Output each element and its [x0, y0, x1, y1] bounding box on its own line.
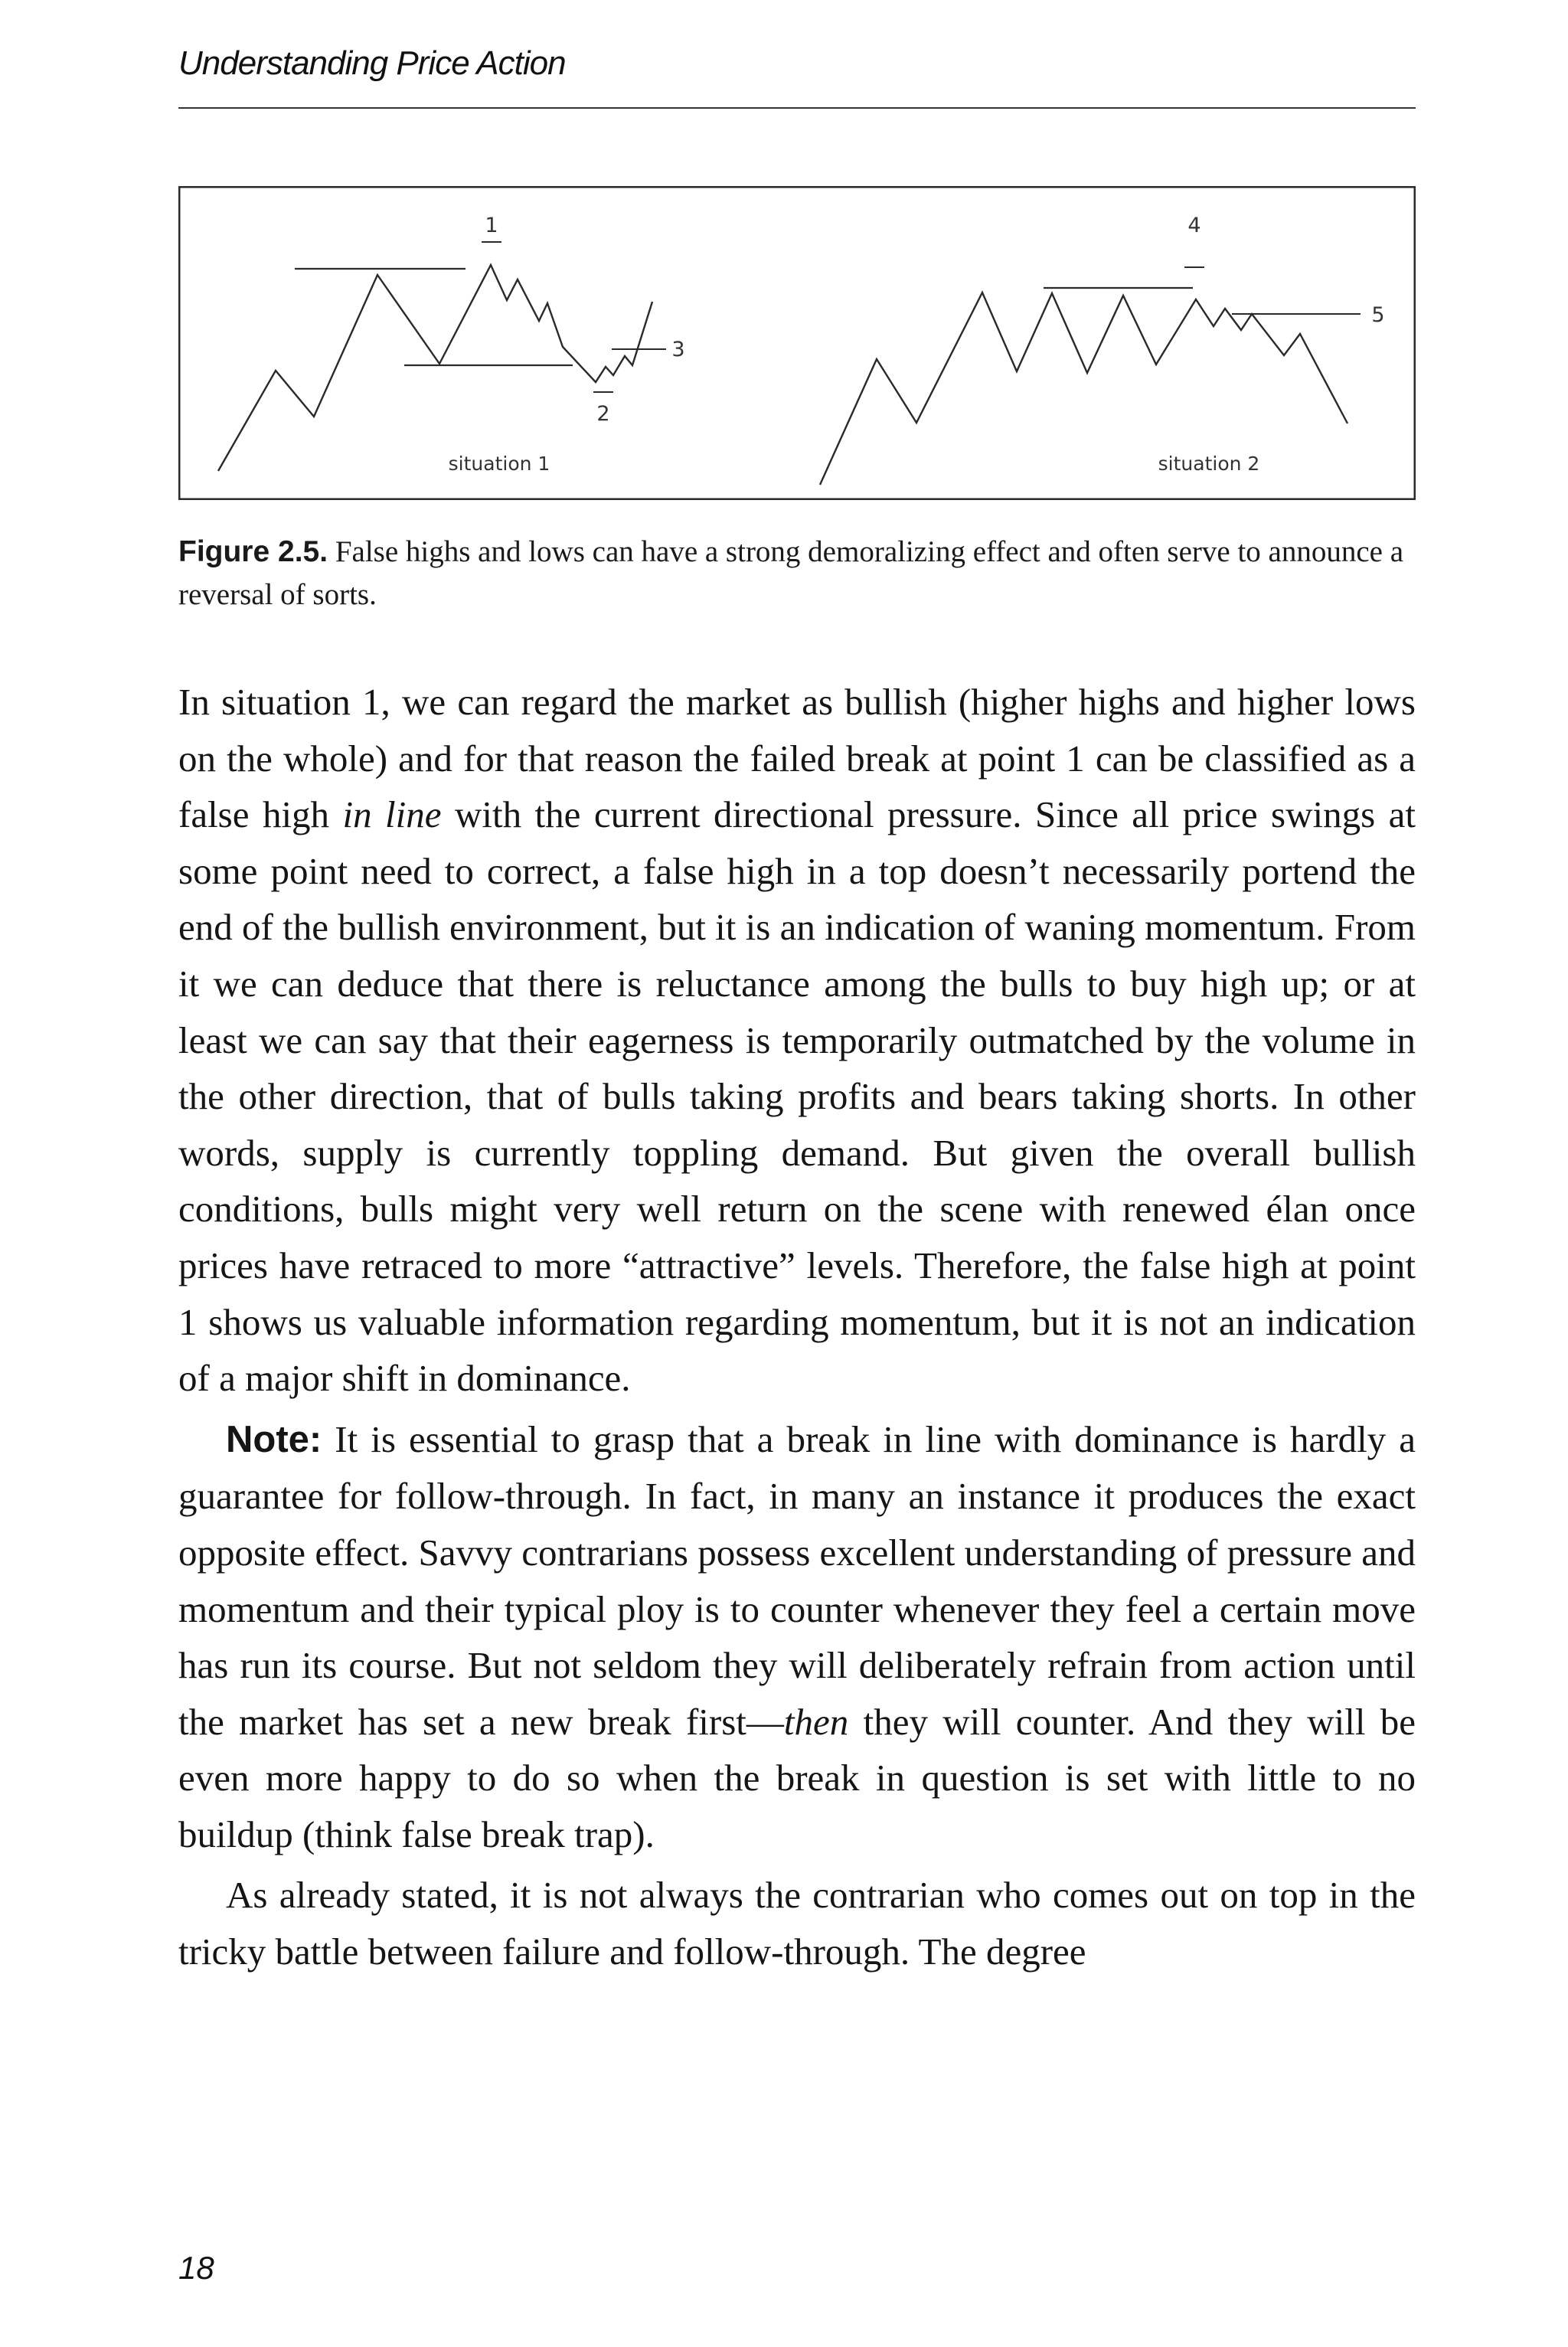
paragraph-2-part-a: It is essential to grasp that a break in line with dominance is hardly a guarantee for follow-through. In fact, in many an instance it produces the exact opposite effect. Savvy contrarians possess excellent understanding of pressure and momentum and their typical ploy is to counter whenever they feel a certain move has run its course. But not seldom they will deliberately refrain from action until the market has set a new break first— [178, 1417, 1416, 1743]
page-number: 18 [178, 2250, 214, 2286]
caption-figure-tag: Figure 2.5. [178, 535, 328, 568]
point-label-1: 1 [485, 214, 498, 237]
paragraph-2 [178, 1411, 1416, 1863]
situation-2-price-path [820, 293, 1348, 485]
header-rule [178, 107, 1416, 109]
paragraph-1-part-b: with the current directional pressure. Since all price swings at some point need to correct, a false high in a top doesn’t necessarily portend the end of the bullish environment, but it is an indication of waning momentum. From it we can deduce that there is reluctance among the bulls to buy high up; or at least we can say that their eagerness is temporarily outmatched by the volume in the other direction, that of bulls taking profits and bears taking shorts. In other words, supply is currently toppling demand. But given the overall bullish conditions, bulls might very well return on the scene with renewed élan once prices have retraced to more “attractive” levels. Therefore, the false high at point 1 shows us valuable information regarding momentum, but it is not an indication of a major shift in dominance. [178, 793, 1416, 1400]
point-label-3: 3 [671, 338, 685, 361]
situation-1-price-path [218, 265, 652, 471]
figure-caption [178, 531, 1416, 616]
note-label: Note: [226, 1418, 322, 1460]
paragraph-1 [178, 674, 1416, 1407]
body-text [178, 674, 1416, 1980]
paragraph-1-emphasis: in line [342, 793, 442, 836]
paragraph-2-part-b: they will counter. And they will be even more happy to do so when the break in question is set with little to no buildup (think false break trap). [178, 1700, 1416, 1855]
situation-1-label: situation 1 [448, 453, 550, 475]
paragraph-3: As already stated, it is not always the contrarian who comes out on top in the tricky battle between failure and follow-through. The degree [178, 1874, 1416, 1973]
paragraph-2-emphasis: then [783, 1700, 849, 1743]
figure-2-5 [178, 186, 1416, 500]
situation-2-label: situation 2 [1158, 453, 1260, 475]
price-swing-diagram [178, 186, 1416, 500]
paragraph-1-part-a: In situation 1, we can regard the market as bullish (higher highs and higher lows on the whole) and for that reason the failed break at point 1 can be classified as a false high [178, 681, 1416, 836]
running-title: Understanding Price Action [178, 44, 566, 82]
caption-text: False highs and lows can have a strong demoralizing effect and often serve to announce a reversal of sorts. [178, 535, 1404, 611]
point-label-5: 5 [1371, 303, 1385, 327]
point-label-2: 2 [596, 402, 610, 426]
point-label-4: 4 [1187, 214, 1201, 237]
